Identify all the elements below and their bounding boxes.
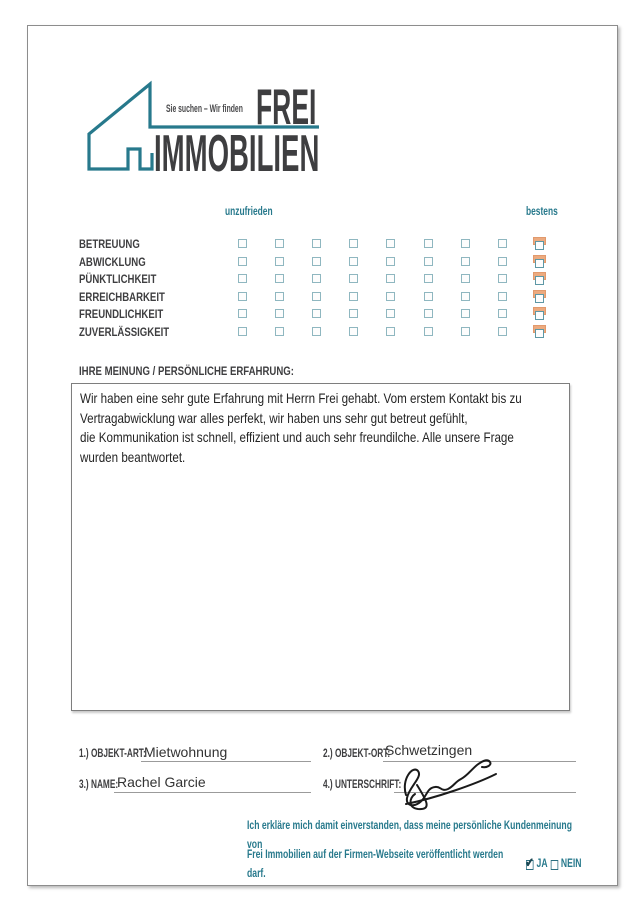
checkbox-icon: [312, 239, 321, 248]
checkbox-icon: [238, 274, 247, 283]
checkbox-icon: [238, 292, 247, 301]
rating-checkbox[interactable]: [298, 235, 335, 253]
rating-checkbox[interactable]: [409, 323, 446, 341]
field-label-objekt-ort: 2.) OBJEKT-ORT:: [323, 748, 391, 760]
rating-checkbox[interactable]: [484, 305, 521, 323]
checkbox-icon: [386, 292, 395, 301]
rating-checkbox[interactable]: [409, 288, 446, 306]
rating-checkbox[interactable]: [484, 323, 521, 341]
checkbox-icon: [312, 257, 321, 266]
checkbox-icon: [238, 257, 247, 266]
ja-checked-icon: ✔: [525, 854, 534, 870]
field-label-objekt-art: 1.) OBJEKT-ART:: [79, 748, 146, 760]
checkbox-icon: [461, 239, 470, 248]
rating-checkbox[interactable]: [335, 323, 372, 341]
rating-checkbox[interactable]: [298, 323, 335, 341]
checkbox-icon: [424, 309, 433, 318]
rating-checkbox[interactable]: [298, 305, 335, 323]
rating-checkbox[interactable]: [484, 270, 521, 288]
checkbox-icon: [535, 241, 544, 250]
rating-checkbox[interactable]: [224, 235, 261, 253]
rating-checkbox[interactable]: [335, 253, 372, 271]
checkbox-icon: [275, 309, 284, 318]
checkbox-icon: [498, 257, 507, 266]
checkbox-icon: [275, 327, 284, 336]
checkbox-icon: [498, 309, 507, 318]
field-underline-name: [114, 792, 311, 793]
rating-checkbox[interactable]: [335, 235, 372, 253]
checkbox-icon: [386, 239, 395, 248]
checkbox-icon: [386, 257, 395, 266]
rating-checkbox[interactable]: [447, 235, 484, 253]
checkbox-icon: [312, 274, 321, 283]
checkbox-icon: [275, 257, 284, 266]
logo-tagline: Sie suchen – Wir finden: [166, 103, 243, 115]
checkbox-icon: [424, 274, 433, 283]
rating-checkbox[interactable]: [372, 323, 409, 341]
scale-label-unzufrieden: unzufrieden: [225, 204, 273, 218]
rating-checkbox[interactable]: [447, 253, 484, 271]
consent-text-line1: Ich erkläre mich damit einverstanden, dass meine persönliche Kundenmeinung von: [247, 820, 572, 851]
rating-checkbox[interactable]: [447, 305, 484, 323]
brand-name-bottom: IMMOBILIEN: [154, 125, 320, 183]
checkbox-icon: [312, 309, 321, 318]
nein-label: NEIN: [560, 858, 582, 870]
rating-checkbox[interactable]: [447, 270, 484, 288]
rating-checkbox[interactable]: [261, 288, 298, 306]
checkbox-icon: [535, 259, 544, 268]
checkbox-icon: [275, 274, 284, 283]
rating-checkbox[interactable]: [224, 288, 261, 306]
rating-checkbox[interactable]: [224, 305, 261, 323]
checkbox-icon: [312, 327, 321, 336]
checkbox-icon: [461, 257, 470, 266]
feedback-form-page: [27, 25, 618, 886]
ja-label: JA: [536, 858, 548, 870]
rating-row: [79, 305, 561, 323]
opinion-section-label: IHRE MEINUNG / PERSÖNLICHE ERFAHRUNG:: [79, 364, 294, 378]
rating-checkbox[interactable]: [447, 288, 484, 306]
checkbox-icon: [349, 274, 358, 283]
rating-checkbox[interactable]: [372, 235, 409, 253]
checkbox-icon: [461, 274, 470, 283]
checkbox-icon: [386, 274, 395, 283]
rating-grid: [79, 235, 561, 340]
checkbox-icon: [535, 276, 544, 285]
rating-checkbox[interactable]: [484, 253, 521, 271]
rating-checkbox[interactable]: [335, 270, 372, 288]
checkbox-icon: [461, 309, 470, 318]
checkbox-icon: [238, 309, 247, 318]
rating-row: [79, 253, 561, 271]
consent-text-line2: Frei Immobilien auf der Firmen-Webseite veröffentlicht werden darf.: [247, 848, 504, 880]
rating-checkbox[interactable]: [224, 270, 261, 288]
field-value-name[interactable]: Rachel Garcie: [117, 774, 206, 790]
rating-checkbox[interactable]: [521, 270, 558, 288]
checkbox-icon: [461, 327, 470, 336]
nein-checkbox[interactable]: [551, 860, 558, 870]
checkbox-icon: [238, 327, 247, 336]
rating-checkbox[interactable]: [298, 270, 335, 288]
field-label-name: 3.) NAME:: [79, 779, 119, 791]
checkbox-icon: [349, 257, 358, 266]
rating-row: [79, 288, 561, 306]
checkbox-icon: [349, 292, 358, 301]
rating-checkbox[interactable]: [409, 253, 446, 271]
rating-checkbox[interactable]: [409, 305, 446, 323]
rating-checkbox[interactable]: [298, 253, 335, 271]
field-value-objekt-art[interactable]: Mietwohnung: [144, 744, 228, 760]
brand-name-top: FREI: [256, 79, 317, 135]
rating-checkbox[interactable]: [484, 288, 521, 306]
field-value-objekt-ort[interactable]: Schwetzingen: [385, 742, 473, 758]
rating-checkbox[interactable]: [521, 323, 558, 341]
rating-checkbox[interactable]: [335, 305, 372, 323]
checkbox-icon: [312, 292, 321, 301]
rating-checkbox[interactable]: [224, 323, 261, 341]
checkbox-icon: [275, 292, 284, 301]
rating-checkbox[interactable]: [261, 253, 298, 271]
checkbox-icon: [424, 257, 433, 266]
checkbox-icon: [535, 294, 544, 303]
checkbox-icon: [535, 329, 544, 338]
checkbox-icon: [498, 327, 507, 336]
rating-checkbox[interactable]: [521, 288, 558, 306]
ja-checkbox[interactable]: [525, 854, 534, 870]
rating-row: [79, 323, 561, 341]
rating-row-label: ERREICHBARKEIT: [79, 289, 165, 304]
rating-row-label: ABWICKLUNG: [79, 254, 146, 269]
checkbox-icon: [498, 239, 507, 248]
rating-checkbox[interactable]: [521, 253, 558, 271]
rating-checkbox[interactable]: [335, 288, 372, 306]
rating-checkbox[interactable]: [372, 270, 409, 288]
checkbox-icon: [349, 327, 358, 336]
rating-checkbox[interactable]: [521, 305, 558, 323]
field-label-unterschrift: 4.) UNTERSCHRIFT:: [323, 779, 402, 791]
rating-checkbox[interactable]: [409, 270, 446, 288]
opinion-textarea[interactable]: [71, 383, 570, 711]
rating-checkbox[interactable]: [261, 305, 298, 323]
checkbox-icon: [424, 327, 433, 336]
rating-row-label: PÜNKTLICHKEIT: [79, 272, 157, 286]
rating-row-label: BETREUUNG: [79, 237, 140, 251]
checkbox-icon: [349, 239, 358, 248]
rating-row-label: FREUNDLICHKEIT: [79, 307, 164, 321]
checkbox-icon: [424, 292, 433, 301]
opinion-text-line: die Kommunikation ist schnell, effizient und auch sehr freundilche. Alle unsere Frage: [80, 429, 514, 445]
opinion-text-line: Vertragabwicklung war alles perfekt, wir haben uns sehr gut betreut gefühlt,: [80, 409, 468, 426]
field-underline-objekt-art: [141, 761, 311, 762]
rating-checkbox[interactable]: [372, 253, 409, 271]
rating-checkbox[interactable]: [484, 235, 521, 253]
consent-block: [247, 817, 582, 880]
opinion-text-line: wurden beantwortet.: [80, 448, 186, 465]
checkbox-icon: [275, 239, 284, 248]
checkbox-icon: [535, 311, 544, 320]
rating-checkbox[interactable]: [224, 253, 261, 271]
rating-checkbox[interactable]: [447, 323, 484, 341]
rating-checkbox[interactable]: [521, 235, 558, 253]
rating-checkbox[interactable]: [261, 323, 298, 341]
checkbox-icon: [386, 309, 395, 318]
rating-checkbox[interactable]: [372, 305, 409, 323]
checkbox-icon: [424, 239, 433, 248]
checkbox-icon: [349, 309, 358, 318]
checkbox-icon: [498, 274, 507, 283]
rating-checkbox[interactable]: [261, 235, 298, 253]
rating-checkbox[interactable]: [298, 288, 335, 306]
checkbox-icon: [238, 239, 247, 248]
rating-row: [79, 270, 561, 288]
checkbox-icon: [498, 292, 507, 301]
opinion-text-line: Wir haben eine sehr gute Erfahrung mit Herrn Frei gehabt. Vom erstem Kontakt bis zu: [80, 390, 522, 406]
rating-checkbox[interactable]: [261, 270, 298, 288]
signature: [396, 753, 502, 813]
rating-checkbox[interactable]: [372, 288, 409, 306]
rating-checkbox[interactable]: [409, 235, 446, 253]
checkbox-icon: [386, 327, 395, 336]
rating-row-label: ZUVERLÄSSIGKEIT: [79, 324, 170, 339]
scale-label-bestens: bestens: [526, 204, 558, 218]
rating-row: [79, 235, 561, 253]
checkbox-icon: [461, 292, 470, 301]
